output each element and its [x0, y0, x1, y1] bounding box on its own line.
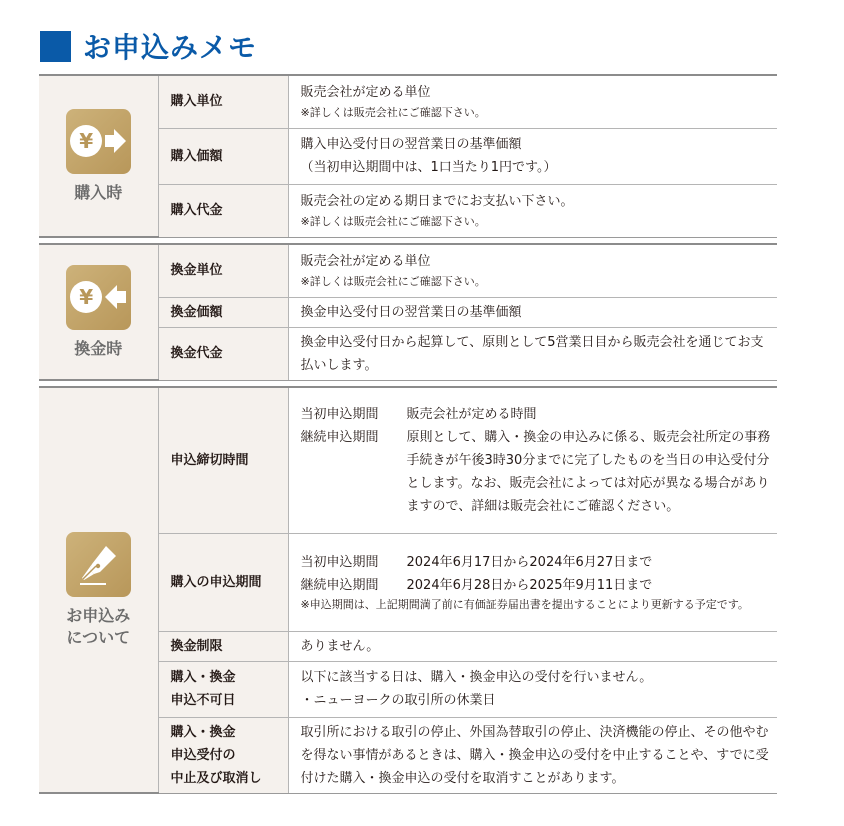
- row-label: 購入単位: [158, 75, 288, 128]
- row-label: 申込締切時間: [158, 387, 288, 533]
- row-label: 購入の申込期間: [158, 533, 288, 631]
- row-value: 当初申込期間 販売会社が定める時間 継続申込期間 原則として、購入・換金の申込みに係る、販売会社所定の事務手続きが午後3時30分までに完了したものを当日の申込受付分とします。なお、販売会社によっては対応が異なる場合がありますので、詳細は販売会社にご確認ください。: [288, 387, 777, 533]
- row-value: 以下に該当する日は、購入・換金申込の受付を行いません。 ・ニューヨークの取引所の休業日: [288, 661, 777, 717]
- page-title: [40, 26, 257, 66]
- row-label: 換金単位: [158, 244, 288, 297]
- application-section: [39, 387, 158, 793]
- row-value: 取引所における取引の停止、外国為替取引の停止、決済機能の停止、その他やむを得ない事情があるときは、購入・換金申込の受付を中止することや、すでに受付けた購入・換金申込の受付を取消すことがあります。: [288, 717, 777, 793]
- redemption-section: [39, 244, 158, 380]
- row-value: 換金申込受付日の翌営業日の基準価額: [288, 297, 777, 327]
- row-label: 購入代金: [158, 184, 288, 237]
- application-section-label-1: お申込み: [66, 605, 131, 625]
- row-value: 換金申込受付日から起算して、原則として5営業日目から販売会社を通じてお支払いします。: [288, 327, 777, 380]
- row-label: 換金価額: [158, 297, 288, 327]
- row-value: 販売会社が定める単位 ※詳しくは販売会社にご確認下さい。: [288, 244, 777, 297]
- page-title-text: お申込みメモ: [83, 31, 258, 64]
- row-label: 購入価額: [158, 128, 288, 184]
- row-label: 換金代金: [158, 327, 288, 380]
- row-value: 販売会社が定める単位 ※詳しくは販売会社にご確認下さい。: [288, 75, 777, 128]
- purchase-section-label: 購入時: [74, 182, 123, 202]
- row-value: 販売会社の定める期日までにお支払い下さい。 ※詳しくは販売会社にご確認下さい。: [288, 184, 777, 237]
- row-label: 購入・換金 申込不可日: [158, 661, 288, 717]
- purchase-table: [39, 74, 777, 238]
- fountain-pen-icon: [66, 532, 131, 597]
- application-table: [39, 386, 777, 794]
- yen-coin-arrow-in-icon: ¥: [66, 109, 131, 174]
- row-value: ありません。: [288, 631, 777, 661]
- row-value: 購入申込受付日の翌営業日の基準価額 （当初申込期間中は、1口当たり1円です。）: [288, 128, 777, 184]
- row-value: 当初申込期間 2024年6月17日から2024年6月27日まで 継続申込期間 2024年6月28日から2025年9月11日まで ※申込期間は、上記期間満了前に有価証券届出書を提出することにより更新する予定です。: [288, 533, 777, 631]
- purchase-section: [39, 75, 158, 237]
- row-label: 換金制限: [158, 631, 288, 661]
- yen-coin-arrow-out-icon: ¥: [66, 265, 131, 330]
- row-label: 購入・換金 申込受付の 中止及び取消し: [158, 717, 288, 793]
- title-square-icon: [40, 31, 71, 62]
- application-section-label-2: について: [66, 627, 131, 647]
- redemption-section-label: 換金時: [74, 338, 123, 358]
- redemption-table: [39, 243, 777, 381]
